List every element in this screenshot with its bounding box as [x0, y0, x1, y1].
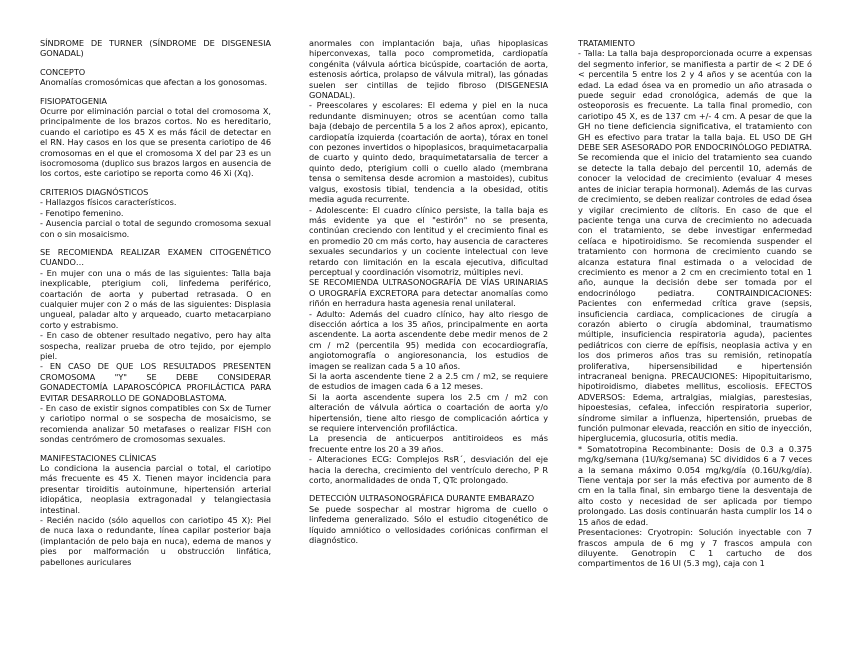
- paragraph: Si la aorta ascendente tiene 2 a 2.5 cm / m2, se requiere de estudios de imagen cada 6 a 12 meses.: [309, 371, 548, 392]
- paragraph: - Hallazgos físicos característicos.: [40, 197, 177, 208]
- spacer: [40, 88, 271, 96]
- paragraph: - Preescolares y escolares: El edema y piel en la nuca redundante disminuyen; otros se acentúan como talla baja (debajo de percentila 5 a los 2 años aprox), epicanto, cardiopatía izquierda (coartación de aorta), tórax en tonel con pezones invertidos o hipoplasicos, braquimetacarpalia de cuarto y quinto dedo, braquimetatarsalia de tercer a quinto dedo, pterigium colli o cuello alado (membrana tensa o semitensa desde acromion a mastoides), cubitus valgus, exostosis tibial, tendencia a la obesidad, otitis media aguda recurrente.: [309, 100, 548, 205]
- section-heading: DETECCIÓN ULTRASONOGRÁFICA DURANTE EMBARAZO: [309, 493, 535, 504]
- paragraph: La presencia de anticuerpos antitiroideos es más frecuente entre los 20 a 39 años.: [309, 433, 548, 454]
- section-heading: SÍNDROME DE TURNER (SÍNDROME DE DISGENESIA GONADAL): [40, 38, 271, 59]
- paragraph: - Fenotipo femenino.: [40, 207, 124, 218]
- column-3: [578, 38, 812, 569]
- paragraph: Ocurre por eliminación parcial o total del cromosoma X, principalmente de los brazos cortos. No es hereditario, cuando el cariotipo es 45 X es más fácil de detectar en el RN. Hay casos en los que se presenta cariotipo de 46 cromosomas en el que el cromosoma X del par 23 es un isocromosoma (duplico sus brazos largos en ausencia de los cortos, este cariotipo se reporta como 46 Xi (Xq).: [40, 106, 271, 179]
- paragraph: Anomalías cromosómicas que afectan a los gonosomas.: [40, 77, 268, 88]
- spacer: [40, 59, 271, 67]
- paragraph: Presentaciones: Cryotropin: Solución inyectable con 7 frascos ampula de 6 mg y 7 frascos ampula con diluyente. Genotropin C 1 cartucho de dos compartimentos de 16 UI (5.3 mg), caja con 1: [578, 527, 812, 569]
- paragraph: Si la aorta ascendente supera los 2.5 cm / m2 con alteración de válvula aórtica o coartación de aorta y/o hipertensión, tiene alto riesgo de complicación aórtica y se requiere intervención profiláctica.: [309, 391, 548, 434]
- section-heading: CONCEPTO: [40, 66, 86, 77]
- paragraph: anormales con implantación baja, uñas hipoplasicas hiperconvexas, talla poco comprometida, cardiopatía congénita (válvula aórtica bicúspide, coartación de aorta, estenosis aórtica, prolapso de válvula mitral), las gónadas suelen ser cintillas de tejido fibroso (DISGENESIA GONADAL).: [309, 38, 548, 101]
- spacer: [40, 239, 271, 247]
- spacer: [40, 445, 271, 453]
- paragraph: - Alteraciones ECG: Complejos RsR´, desviación del eje hacia la derecha, crecimiento del ventrículo derecho, P R corto, anormalidades de onda T, QTc prolongado.: [309, 454, 548, 486]
- paragraph: - EN CASO DE QUE LOS RESULTADOS PRESENTEN CROMOSOMA "Y" SE DEBE CONSIDERAR GONADECTOMÍA LAPAROSCÓPICA PROFILÁCTICA PARA EVITAR DESARROLLO DE GONADOBLASTOMA.: [40, 361, 271, 403]
- paragraph: - Ausencia parcial o total de segundo cromosoma sexual con o sin mosaicismo.: [40, 218, 271, 239]
- section-heading: CRITERIOS DIAGNÓSTICOS: [40, 186, 149, 197]
- paragraph: - Recién nacido (sólo aquellos con cariotipo 45 X): Piel de nuca laxa o redundante, línea capilar posterior baja (implantación de pelo baja en nuca), edema de manos y pies por malformación u obstrucción linfática, pabellones auriculares: [40, 515, 271, 567]
- paragraph: - Adulto: Además del cuadro clínico, hay alto riesgo de disección aórtica a los 35 años, principalmente en aorta ascendente. La aorta ascendente debe medir menos de 2 cm / m2 (percentila 95) medida con ecocardiografía, angiotomografía o angioresonancia, los estudios de imagen se realizan cada 5 a 10 años.: [309, 308, 548, 371]
- section-heading: FISIOPATOGENIA: [40, 95, 107, 106]
- paragraph: - En mujer con una o más de las siguientes: Talla baja inexplicable, pterigium coli, linfedema periférico, coartación de aorta y pubertad retrasada. O en cualquier mujer con 2 o más de las siguientes: Displasia ungueal, paladar alto y arqueado, cuarto metacarpiano corto y estrabismo.: [40, 267, 271, 330]
- paragraph: - En caso de existir signos compatibles con Sx de Turner y cariotipo normal o se sospecha de mosaicismo, se recomienda analizar 50 metafases o realizar FISH con sondas centrómero de cromosomas sexuales.: [40, 403, 271, 445]
- paragraph: - En caso de obtener resultado negativo, pero hay alta sospecha, realizar prueba de otro tejido, por ejemplo piel.: [40, 330, 271, 361]
- paragraph: * Somatotropina Recombinante: Dosis de 0.3 a 0.375 mg/kg/semana (1U/kg/semana) SC divididos 6 a 7 veces a la semana máximo 0.054 mg/kg/día (0.16U/kg/día). Tiene ventaja por ser la más efectiva por aumento de 8 cm en la talla final, sin embargo tiene la desventaja de alto costo y necesidad de ser aplicada por tiempo prolongado. Las dosis continuarán hasta cumplir los 14 o 15 años de edad.: [578, 443, 812, 527]
- paragraph: SE RECOMIENDA ULTRASONOGRAFÍA DE VÍAS URINARIAS O UROGRAFÍA EXCRETORA para detectar anomalías como riñón en herradura hasta agenesia renal unilateral.: [309, 277, 548, 309]
- section-heading: SE RECOMIENDA REALIZAR EXAMEN CITOGENÉTICO CUANDO…: [40, 246, 271, 268]
- column-2: [309, 38, 548, 546]
- paragraph: Lo condiciona la ausencia parcial o total, el cariotipo más frecuente es 45 X. Tienen mayor incidencia para presentar tiroiditis autoinmune, hipertensión arterial idiopática, neoplasia extragonadal y telangiectasia intestinal.: [40, 463, 271, 515]
- paragraph: - Adolescente: El cuadro clínico persiste, la talla baja es más evidente ya que el "estirón" no se presenta, continúan creciendo con lentitud y el crecimiento final es en promedio 20 cm más corto, hay ausencia de caracteres sexuales secundarios y un cociente intelectual con leve retardo con limitación en la escala ejecutiva, dificultad perceptual y coordinación visomotriz, múltiples nevi.: [309, 204, 548, 277]
- section-heading: TRATAMIENTO: [578, 38, 635, 48]
- paragraph: - Talla: La talla baja desproporcionada ocurre a expensas del segmento inferior, se manifiesta a partir de < 2 DE ó < percentila 5 entre los 2 y 4 años y se acentúa con la edad. La edad ósea va en promedio un año atrasada o puede seguir edad cronológica, además de que la osteoporosis es frecuente. La talla final promedio, con cariotipo 45 X, es de 137 cm +/- 4 cm. A pesar de que la GH no tiene deficiencia significativa, el tratamiento con GH es efectivo para tratar la talla baja. EL USO DE GH DEBE SER ASESORADO POR ENDOCRINÓLOGO PEDIATRA. Se recomienda que el inicio del tratamiento sea cuando se detecte la talla debajo del percentil 10, además de conocer la velocidad de crecimiento (evaluar 4 meses antes de iniciar terapia hormonal). Además de las curvas de crecimiento, se deben realizar controles de edad ósea y vigilar crecimiento de clítoris. En caso de que el paciente tenga una curva de crecimiento no adecuada con el tratamiento, se debe investigar enfermedad celíaca e hipotiroidismo. Se recomienda suspender el tratamiento con hormona de crecimiento cuando se alcanza estatura final estimada o a velocidad de crecimiento es menor a 2 cm en crecimiento total en 1 año, aunque la decisión debe ser tomada por el endocrinólogo pediatra. CONTRAINDICACIONES: Pacientes con enfermedad crítica grave (sepsis, insuficiencia cardiaca, complicaciones de cirugía a corazón abierto o cirugía abdominal, traumatismo múltiple, insuficiencia respiratoria aguda), pacientes pediátricos con cierre de epífisis, neoplasia activa y en los dos primeros años tras su remisión, retinopatía proliferativa, hipersensibilidad e hipertensión intracraneal benigna. PRECAUCIONES: Hipopituitarismo, hipotiroidismo, diabetes mellitus, escoliosis. EFECTOS ADVERSOS: Edema, artralgias, mialgias, parestesias, hipoestesias, cefalea, infección respiratoria superior, síndrome similar a influenza, hipertensión, pruebas de función pulmonar elevada, reacción en sitio de inyección, hiperglucemia, glucosuria, otitis media.: [578, 48, 812, 444]
- section-heading: MANIFESTACIONES CLÍNICAS: [40, 452, 157, 463]
- spacer: [40, 179, 271, 187]
- column-1: [40, 38, 271, 567]
- paragraph: Se puede sospechar al mostrar higroma de cuello o linfedema generalizado. Sólo el estudio citogenético de líquido amniótico o vellosidades coriónicas confirman el diagnóstico.: [309, 503, 548, 546]
